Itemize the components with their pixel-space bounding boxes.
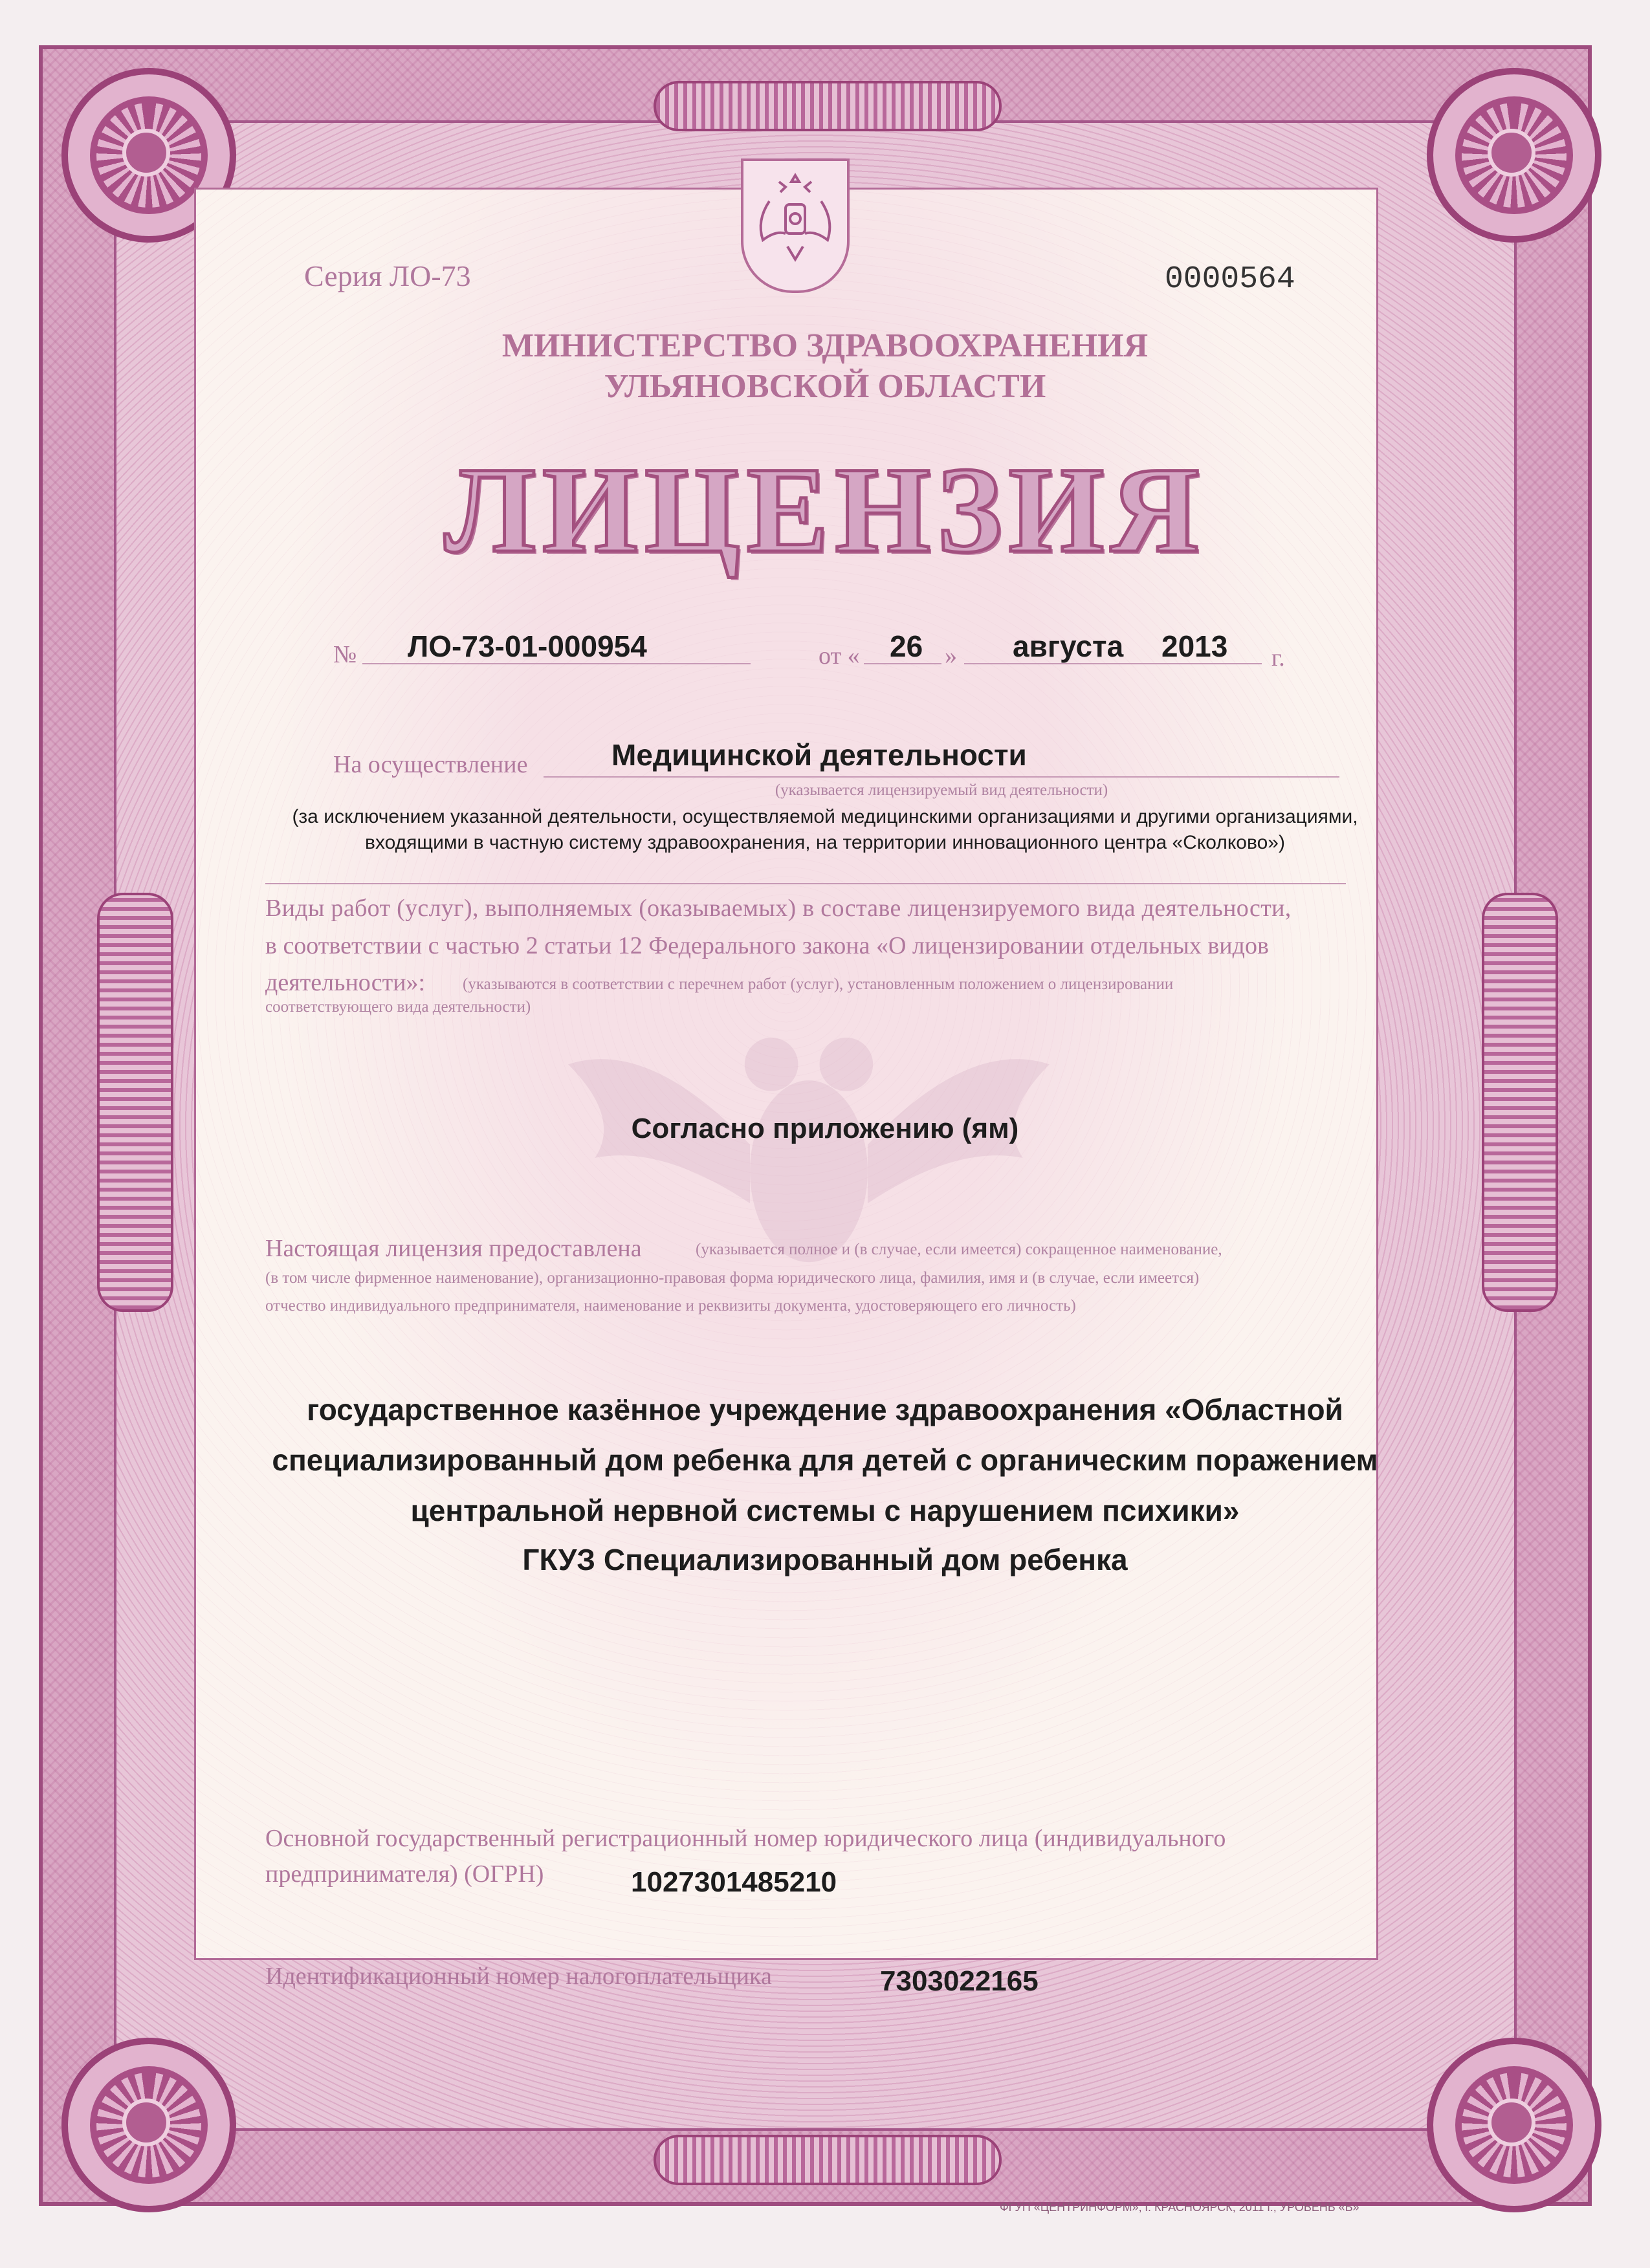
side-ornament-right	[1482, 893, 1558, 1312]
top-ornament	[654, 81, 1002, 131]
licensee-name-line-3: центральной нервной системы с нарушением психики»	[410, 1494, 1240, 1527]
works-line-1: Виды работ (услуг), выполняемых (оказываемых) в составе лицензируемого вида деятельности,	[265, 895, 1292, 922]
inn-label: Идентификационный номер налогоплательщика	[265, 1963, 772, 1990]
page-title: ЛИЦЕНЗИЯ	[444, 442, 1206, 578]
works-line-3-main: деятельности»:	[265, 969, 426, 996]
year-suffix: г.	[1271, 644, 1285, 671]
from-label: от «	[819, 642, 860, 670]
licensee-note-1: (указывается полное и (в случае, если имеется) сокращенное наименование,	[696, 1241, 1222, 1258]
license-year: 2013	[1161, 629, 1228, 663]
side-ornament-left	[97, 893, 173, 1312]
inn-value: 7303022165	[880, 1965, 1039, 1997]
activity-underline	[544, 776, 1339, 778]
corner-rosette-bottom-left-icon	[61, 2038, 236, 2212]
licensee-label: Настоящая лицензия предоставлена	[265, 1235, 642, 1262]
license-number: ЛО-73-01-000954	[408, 629, 647, 663]
licensee-note-2: (в том числе фирменное наименование), организационно-правовая форма юридического лица, фамилия, имя и (в случае, если имеется)	[265, 1269, 1200, 1287]
exclusion-line-1: (за исключением указанной деятельности, осуществляемой медицинскими организациями и другими организациями,	[292, 806, 1358, 827]
ogrn-label-line-1: Основной государственный регистрационный номер юридического лица (индивидуального	[265, 1825, 1226, 1852]
licensee-name-line-4: ГКУЗ Специализированный дом ребенка	[522, 1543, 1128, 1576]
works-line-4-note: соответствующего вида деятельности)	[265, 998, 531, 1016]
activity-caption: (указывается лицензируемый вид деятельности)	[775, 781, 1108, 799]
coat-of-arms-emblem	[741, 158, 850, 293]
licensee-name-line-1: государственное казённое учреждение здравоохранения «Областной	[307, 1393, 1343, 1426]
activity-label: На осуществление	[333, 751, 528, 778]
activity-value: Медицинской деятельности	[611, 738, 1027, 772]
works-line-3-note: (указываются в соответствии с перечнем работ (услуг), установленным положением о лицензировании	[463, 976, 1174, 993]
corner-rosette-top-right-icon	[1427, 68, 1601, 243]
exclusion-line-2: входящими в частную систему здравоохранения, на территории инновационного центра «Сколково»)	[365, 832, 1285, 853]
works-value: Согласно приложению (ям)	[631, 1113, 1019, 1144]
works-line-2: в соответствии с частью 2 статьи 12 Федерального закона «О лицензировании отдельных видов	[265, 932, 1269, 959]
serial-number: 0000564	[1165, 262, 1295, 297]
corner-rosette-bottom-right-icon	[1427, 2038, 1601, 2212]
day-close-quote: »	[945, 642, 957, 670]
double-headed-eagle-icon	[750, 169, 841, 279]
exclusion-underline	[265, 883, 1346, 884]
series-label: Серия ЛО-73	[304, 259, 471, 292]
licensee-note-3: отчество индивидуального предпринимателя, наименование и реквизиты документа, удостоверяющего его личность)	[265, 1297, 1076, 1314]
number-prefix: №	[333, 641, 357, 668]
ogrn-label-line-2: предпринимателя) (ОГРН)	[265, 1860, 544, 1888]
ministry-line-1: МИНИСТЕРСТВО ЗДРАВООХРАНЕНИЯ	[501, 327, 1149, 364]
licensee-name-line-2: специализированный дом ребенка для детей с органическим поражением	[272, 1443, 1378, 1477]
ogrn-value: 1027301485210	[631, 1866, 837, 1898]
ministry-line-2: УЛЬЯНОВСКОЙ ОБЛАСТИ	[604, 368, 1046, 405]
bottom-ornament	[654, 2135, 1002, 2185]
license-day: 26	[890, 629, 923, 663]
license-month: августа	[1013, 629, 1124, 663]
printer-imprint: ФГУП «ЦЕНТРИНФОРМ», г. КРАСНОЯРСК, 2011 г., УРОВЕНЬ «Б»	[1000, 2201, 1359, 2214]
